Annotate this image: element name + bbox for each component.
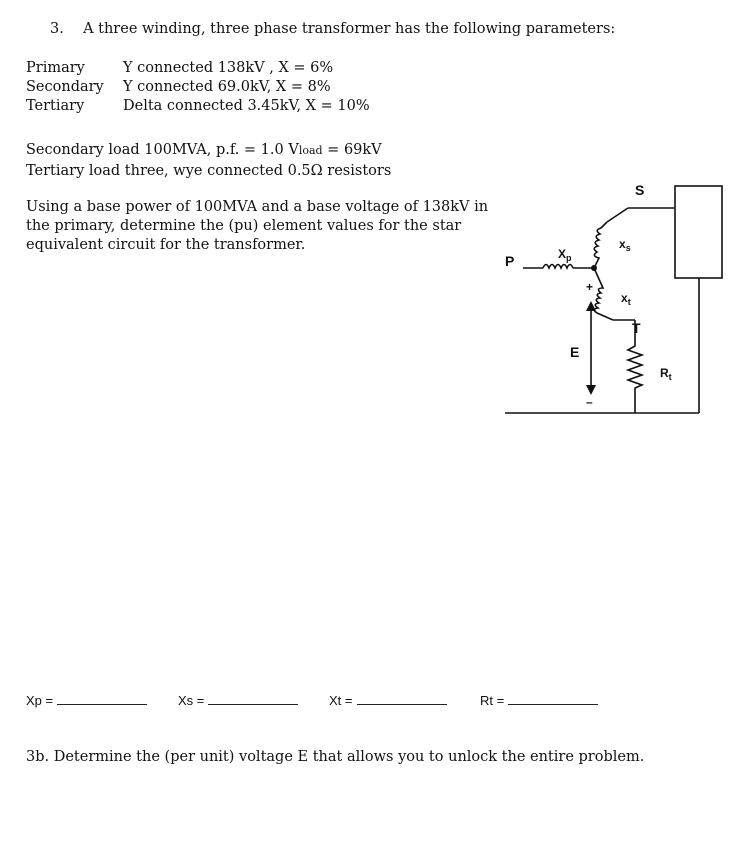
xs-lead-wire — [607, 208, 628, 222]
winding-name: Secondary — [26, 79, 104, 95]
label-xs: $x_s$ — [619, 237, 631, 253]
label-p: P — [505, 253, 515, 269]
label-plus: + — [586, 280, 594, 294]
winding-list — [26, 59, 370, 116]
winding-row-tertiary — [26, 97, 370, 116]
instruction-line: equivalent circuit for the transformer. — [26, 237, 306, 253]
load-specs — [26, 140, 391, 181]
instruction-line: Using a base power of 100MVA and a base voltage of 138kV in — [26, 199, 489, 215]
xs-inductor — [594, 222, 607, 268]
winding-name: Tertiary — [26, 98, 85, 114]
instructions — [26, 198, 488, 255]
label-e: E — [570, 344, 580, 360]
answer-xs — [178, 692, 298, 708]
label-s: S — [635, 182, 645, 198]
star-equivalent-circuit — [495, 170, 735, 420]
xp-inductor — [543, 265, 573, 269]
part-b-question: 3b. Determine the (per unit) voltage E that allows you to unlock the entire problem. — [26, 749, 645, 765]
answer-rt — [480, 692, 598, 708]
star-node-dot — [591, 265, 597, 271]
tertiary-load: Tertiary load three, wye connected 0.5Ω resistors — [26, 163, 392, 179]
answer-blank[interactable] — [508, 692, 598, 705]
answer-label: Rt = — [480, 693, 505, 708]
label-rt: $R_t$ — [660, 366, 672, 382]
winding-spec: Y connected 69.0kV, X = 8% — [123, 79, 331, 95]
secondary-load — [26, 140, 391, 161]
label-minus: – — [586, 395, 593, 409]
label-xt: $x_t$ — [621, 291, 631, 307]
answer-label: Xs = — [178, 693, 205, 708]
instruction-line: the primary, determine the (pu) element values for the star — [26, 218, 462, 234]
answer-xt — [329, 692, 447, 708]
question-number: 3. — [50, 21, 64, 37]
answer-blank[interactable] — [357, 692, 447, 705]
vload-subscript: load — [298, 144, 323, 157]
answer-label: Xt = — [329, 693, 353, 708]
secondary-load-text: Secondary load 100MVA, p.f. = 1.0 V — [26, 142, 299, 158]
question-intro: A three winding, three phase transformer has the following parameters: — [83, 21, 616, 37]
e-arrow-head-up — [586, 301, 596, 311]
xt-inductor — [594, 268, 613, 320]
winding-name: Primary — [26, 60, 85, 76]
answer-blank[interactable] — [57, 692, 147, 705]
label-t: T — [632, 320, 641, 336]
winding-spec: Delta connected 3.45kV, X = 10% — [123, 98, 370, 114]
winding-spec: Y connected 138kV , X = 6% — [123, 60, 334, 76]
winding-row-secondary — [26, 78, 370, 97]
answer-blank[interactable] — [208, 692, 298, 705]
secondary-load-box — [675, 186, 722, 278]
answer-label: Xp = — [26, 693, 54, 708]
label-xp: $X_p$ — [558, 247, 572, 263]
secondary-load-voltage: = 69kV — [322, 142, 382, 158]
e-arrow-head-down — [586, 385, 596, 395]
answer-xp — [26, 692, 147, 708]
winding-row-primary — [26, 59, 370, 78]
question-header — [50, 21, 615, 37]
